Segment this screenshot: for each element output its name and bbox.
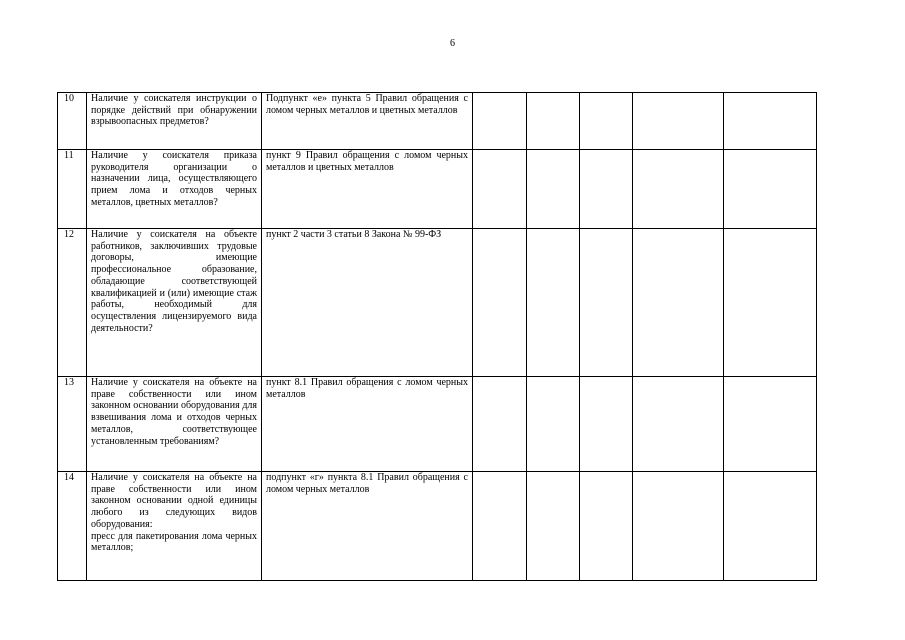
answer-cell-yes[interactable] bbox=[473, 93, 527, 150]
answer-cell-yes[interactable] bbox=[473, 150, 527, 229]
comment-cell[interactable] bbox=[633, 229, 724, 377]
answer-cell-na[interactable] bbox=[580, 377, 633, 472]
table-row bbox=[58, 377, 817, 472]
note-cell[interactable] bbox=[724, 150, 817, 229]
answer-cell-na[interactable] bbox=[580, 229, 633, 377]
checklist-table bbox=[57, 92, 817, 581]
comment-cell[interactable] bbox=[633, 93, 724, 150]
answer-cell-yes[interactable] bbox=[473, 229, 527, 377]
answer-cell-na[interactable] bbox=[580, 93, 633, 150]
table-row bbox=[58, 472, 817, 581]
answer-cell-no[interactable] bbox=[527, 377, 580, 472]
requirement-question: Наличие у соискателя на объекте на праве собственности или ином законном основании оборудования для взвешивания лома и отходов черных металлов, соответствующее установленным требованиям? bbox=[87, 377, 262, 472]
note-cell[interactable] bbox=[724, 377, 817, 472]
table-row bbox=[58, 93, 817, 150]
comment-cell[interactable] bbox=[633, 377, 724, 472]
row-number: 11 bbox=[58, 150, 87, 229]
requirement-question: Наличие у соискателя на объекте работников, заключивших трудовые договоры, имеющие профессиональное образование, обладающие соответствующей квалификацией и (или) имеющие стаж работы, необходимый для осуществления лицензируемого вида деятельности? bbox=[87, 229, 262, 377]
comment-cell[interactable] bbox=[633, 150, 724, 229]
table-row bbox=[58, 150, 817, 229]
requirement-question: Наличие у соискателя приказа руководителя организации о назначении лица, осуществляющего прием лома и отходов черных металлов, цветных металлов? bbox=[87, 150, 262, 229]
comment-cell[interactable] bbox=[633, 472, 724, 581]
answer-cell-na[interactable] bbox=[580, 472, 633, 581]
requirement-question: Наличие у соискателя инструкции о порядке действий при обнаружении взрывоопасных предметов? bbox=[87, 93, 262, 150]
note-cell[interactable] bbox=[724, 229, 817, 377]
row-number: 12 bbox=[58, 229, 87, 377]
answer-cell-no[interactable] bbox=[527, 229, 580, 377]
note-cell[interactable] bbox=[724, 472, 817, 581]
legal-reference: Подпункт «е» пункта 5 Правил обращения с ломом черных металлов и цветных металлов bbox=[262, 93, 473, 150]
row-number: 13 bbox=[58, 377, 87, 472]
page-number: 6 bbox=[450, 38, 455, 49]
answer-cell-no[interactable] bbox=[527, 150, 580, 229]
legal-reference: пункт 9 Правил обращения с ломом черных металлов и цветных металлов bbox=[262, 150, 473, 229]
answer-cell-no[interactable] bbox=[527, 93, 580, 150]
answer-cell-yes[interactable] bbox=[473, 472, 527, 581]
answer-cell-na[interactable] bbox=[580, 150, 633, 229]
table-row bbox=[58, 229, 817, 377]
row-number: 10 bbox=[58, 93, 87, 150]
answer-cell-no[interactable] bbox=[527, 472, 580, 581]
legal-reference: подпункт «г» пункта 8.1 Правил обращения с ломом черных металлов bbox=[262, 472, 473, 581]
equipment-option: пресс для пакетирования лома черных металлов; bbox=[91, 530, 257, 554]
requirement-question-text: Наличие у соискателя на объекте на праве собственности или ином законном основании одной единицы любого из следующих видов оборудования: bbox=[91, 472, 257, 530]
row-number: 14 bbox=[58, 472, 87, 581]
legal-reference: пункт 8.1 Правил обращения с ломом черных металлов bbox=[262, 377, 473, 472]
note-cell[interactable] bbox=[724, 93, 817, 150]
requirement-question bbox=[87, 472, 262, 581]
legal-reference: пункт 2 части 3 статьи 8 Закона № 99-ФЗ bbox=[262, 229, 473, 377]
answer-cell-yes[interactable] bbox=[473, 377, 527, 472]
